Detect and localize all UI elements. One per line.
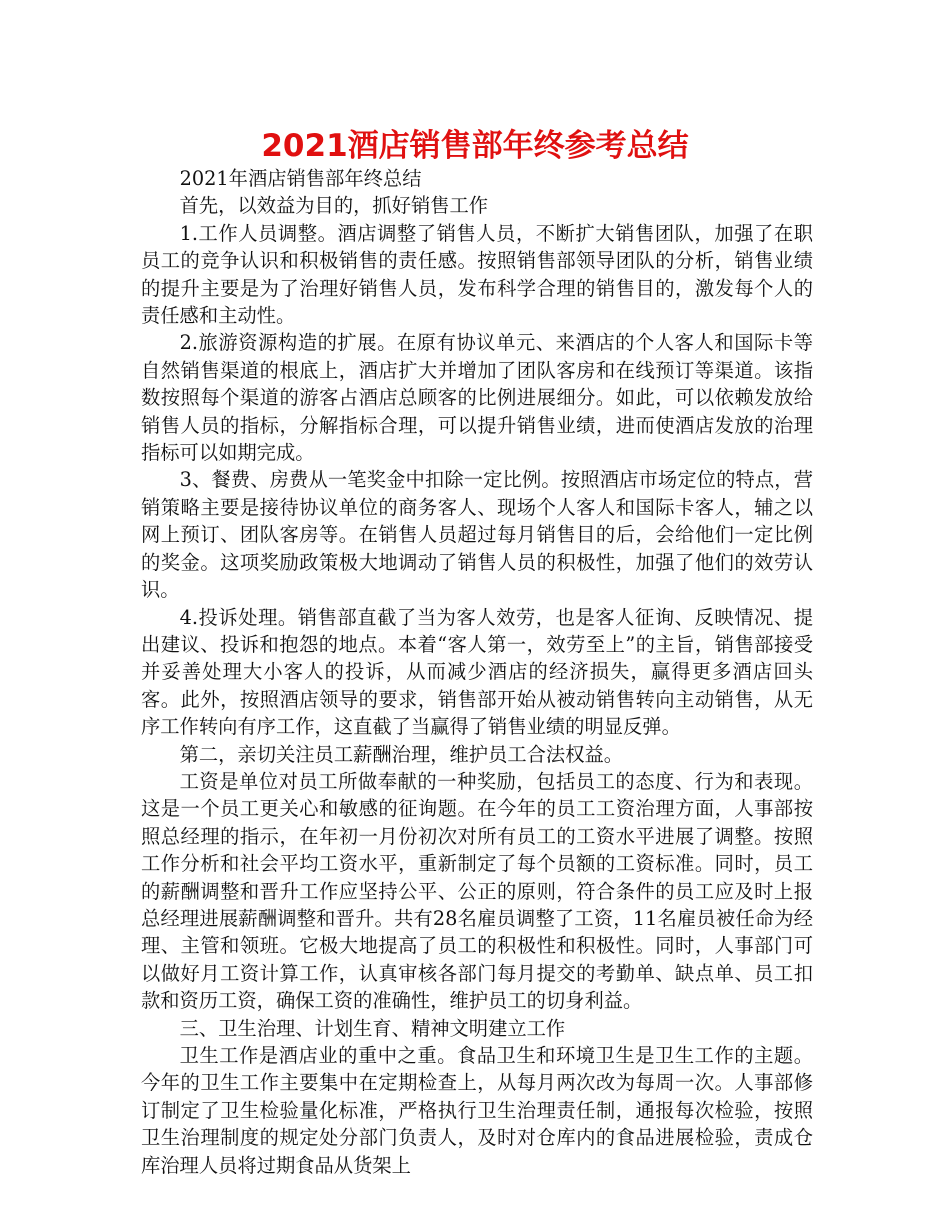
body-paragraph: 第二，亲切关注员工薪酬治理，维护员工合法权益。 [179,742,624,766]
body-paragraph: 1.工作人员调整。酒店调整了销售人员，不断扩大销售团队，加强了在职员工的竞争认识和积极销售的责任感。按照销售部领导团队的分析，销售业绩的提升主要是为了治理好销售人员，发布科学合理的销售目的，激发每个人的责任感和主动性。 [141,221,813,328]
body-paragraph: 2021年酒店销售部年终总结 [179,167,422,190]
body-paragraph: 卫生工作是酒店业的重中之重。食品卫生和环境卫生是卫生工作的主题。今年的卫生工作主要集中在定期检查上，从每月两次改为每周一次。人事部修订制定了卫生检验量化标准，严格执行卫生治理责任制，通报每次检验，按照卫生治理制度的规定处分部门负责人，及时对仓库内的食品进展检验，责成仓库治理人员将过期食品从货架上 [141,1044,813,1177]
body-paragraph: 首先，以效益为目的，抓好销售工作 [179,194,489,218]
document-title: 2021酒店销售部年终参考总结 [261,128,689,164]
body-paragraph: 3、餐费、房费从一笔奖金中扣除一定比例。按照酒店市场定位的特点，营销策略主要是接待协议单位的商务客人、现场个人客人和国际卡客人，辅之以网上预订、团队客房等。在销售人员超过每月销售目的后，会给他们一定比例的奖金。这项奖励政策极大地调动了销售人员的积极性，加强了他们的效劳认识。 [141,468,813,602]
document-body [141,165,813,1179]
body-paragraph: 三、卫生治理、计划生育、精神文明建立工作 [179,1016,566,1040]
body-paragraph: 4.投诉处理。销售部直截了当为客人效劳，也是客人征询、反映情况、提出建议、投诉和抱怨的地点。本着“客人第一，效劳至上”的主旨，销售部接受并妥善处理大小客人的投诉，从而减少酒店的经济损失，赢得更多酒店回头客。此外，按照酒店领导的要求，销售部开始从被动销售转向主动销售，从无序工作转向有序工作，这直截了当赢得了销售业绩的明显反弹。 [141,605,813,739]
body-paragraph: 2.旅游资源构造的扩展。在原有协议单元、来酒店的个人客人和国际卡等自然销售渠道的根底上，酒店扩大并增加了团队客房和在线预订等渠道。该指数按照每个渠道的游客占酒店总顾客的比例进展细分。如此，可以依赖发放给销售人员的指标，分解指标合理，可以提升销售业绩，进而使酒店发放的治理指标可以如期完成。 [141,331,813,465]
body-paragraph: 工资是单位对员工所做奉献的一种奖励，包括员工的态度、行为和表现。这是一个员工更关心和敏感的征询题。在今年的员工工资治理方面，人事部按照总经理的指示，在年初一月份初次对所有员工的工资水平进展了调整。按照工作分析和社会平均工资水平，重新制定了每个员额的工资标准。同时，员工的薪酬调整和晋升工作应坚持公平、公正的原则，符合条件的员工应及时上报总经理进展薪酬调整和晋升。共有28名雇员调整了工资，11名雇员被任命为经理、主管和领班。它极大地提高了员工的积极性和积极性。同时，人事部门可以做好月工资计算工作，认真审核各部门每月提交的考勤单、缺点单、员工扣款和资历工资，确保工资的准确性，维护员工的切身利益。 [141,769,813,1013]
